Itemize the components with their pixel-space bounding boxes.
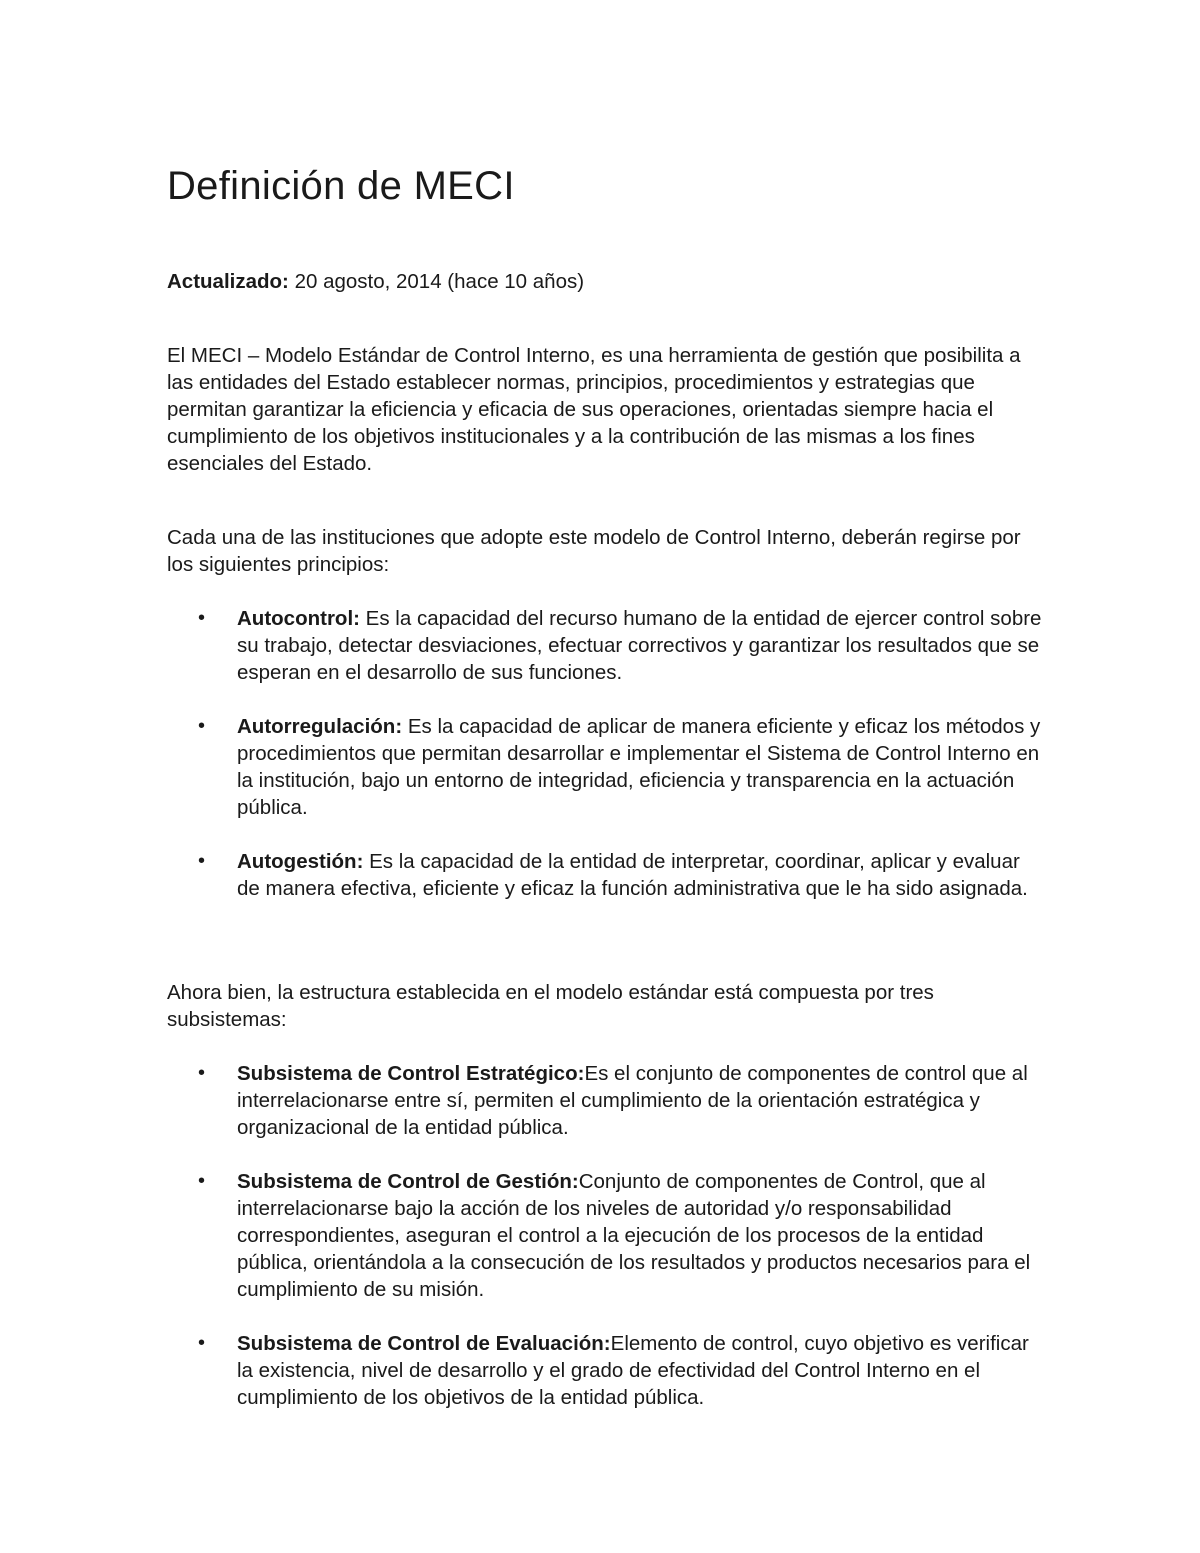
list-item	[167, 605, 1047, 686]
list-item	[167, 848, 1047, 902]
updated-label: Actualizado:	[167, 270, 289, 293]
subsystems-list	[167, 1060, 1047, 1438]
bullet-icon: •	[198, 715, 206, 737]
updated-line	[167, 268, 584, 296]
principle-text: Es la capacidad de la entidad de interpretar, coordinar, aplicar y evaluar de manera efectiva, eficiente y eficaz la función administrativa que le ha sido asignada.	[237, 850, 1028, 900]
list-item	[167, 713, 1047, 821]
bullet-icon: •	[198, 850, 206, 872]
list-item	[167, 1330, 1047, 1411]
principles-list	[167, 605, 1047, 929]
principles-intro-paragraph: Cada una de las instituciones que adopte este modelo de Control Interno, deberán regirse por los siguientes principios:	[167, 526, 1021, 576]
list-item	[167, 1060, 1047, 1141]
structure-intro-paragraph: Ahora bien, la estructura establecida en el modelo estándar está compuesta por tres subsistemas:	[167, 981, 934, 1031]
subsystem-term: Subsistema de Control de Evaluación:	[237, 1332, 611, 1355]
subsystem-text: Conjunto de componentes de Control, que al interrelacionarse bajo la acción de los niveles de autoridad y/o responsabilidad correspondientes, aseguran el control a la ejecución de los procesos de la entidad pública, orientándola a la consecución de los resultados y productos necesarios para el cumplimiento de su misión.	[237, 1170, 1031, 1301]
list-item	[167, 1168, 1047, 1303]
page-title: Definición de MECI	[167, 164, 515, 208]
bullet-icon: •	[198, 607, 206, 629]
principle-term: Autogestión:	[237, 850, 364, 873]
bullet-icon: •	[198, 1332, 206, 1354]
subsystem-text: Elemento de control, cuyo objetivo es verificar la existencia, nivel de desarrollo y el grado de efectividad del Control Interno en el cumplimiento de los objetivos de la entidad pública.	[237, 1332, 1029, 1409]
bullet-icon: •	[198, 1062, 206, 1084]
principle-text: Es la capacidad del recurso humano de la entidad de ejercer control sobre su trabajo, detectar desviaciones, efectuar correctivos y garantizar los resultados que se esperan en el desarrollo de sus funciones.	[237, 607, 1042, 684]
subsystem-term: Subsistema de Control de Gestión:	[237, 1170, 579, 1193]
subsystem-text: Es el conjunto de componentes de control que al interrelacionarse entre sí, permiten el cumplimiento de la orientación estratégica y organizacional de la entidad pública.	[237, 1062, 1028, 1139]
bullet-icon: •	[198, 1170, 206, 1192]
updated-value: 20 agosto, 2014 (hace 10 años)	[288, 270, 585, 293]
principle-term: Autorregulación:	[237, 715, 403, 738]
principle-term: Autocontrol:	[237, 607, 360, 630]
principle-text: Es la capacidad de aplicar de manera eficiente y eficaz los métodos y procedimientos que permitan desarrollar e implementar el Sistema de Control Interno en la institución, bajo un entorno de integridad, eficiencia y transparencia en la actuación pública.	[237, 715, 1041, 819]
subsystem-term: Subsistema de Control Estratégico:	[237, 1062, 585, 1085]
intro-paragraph: El MECI – Modelo Estándar de Control Interno, es una herramienta de gestión que posibilita a las entidades del Estado establecer normas, principios, procedimientos y estrategias que permitan garantizar la eficiencia y eficacia de sus operaciones, orientadas siempre hacia el cumplimiento de los objetivos institucionales y a la contribución de las mismas a los fines esenciales del Estado.	[167, 344, 1021, 475]
